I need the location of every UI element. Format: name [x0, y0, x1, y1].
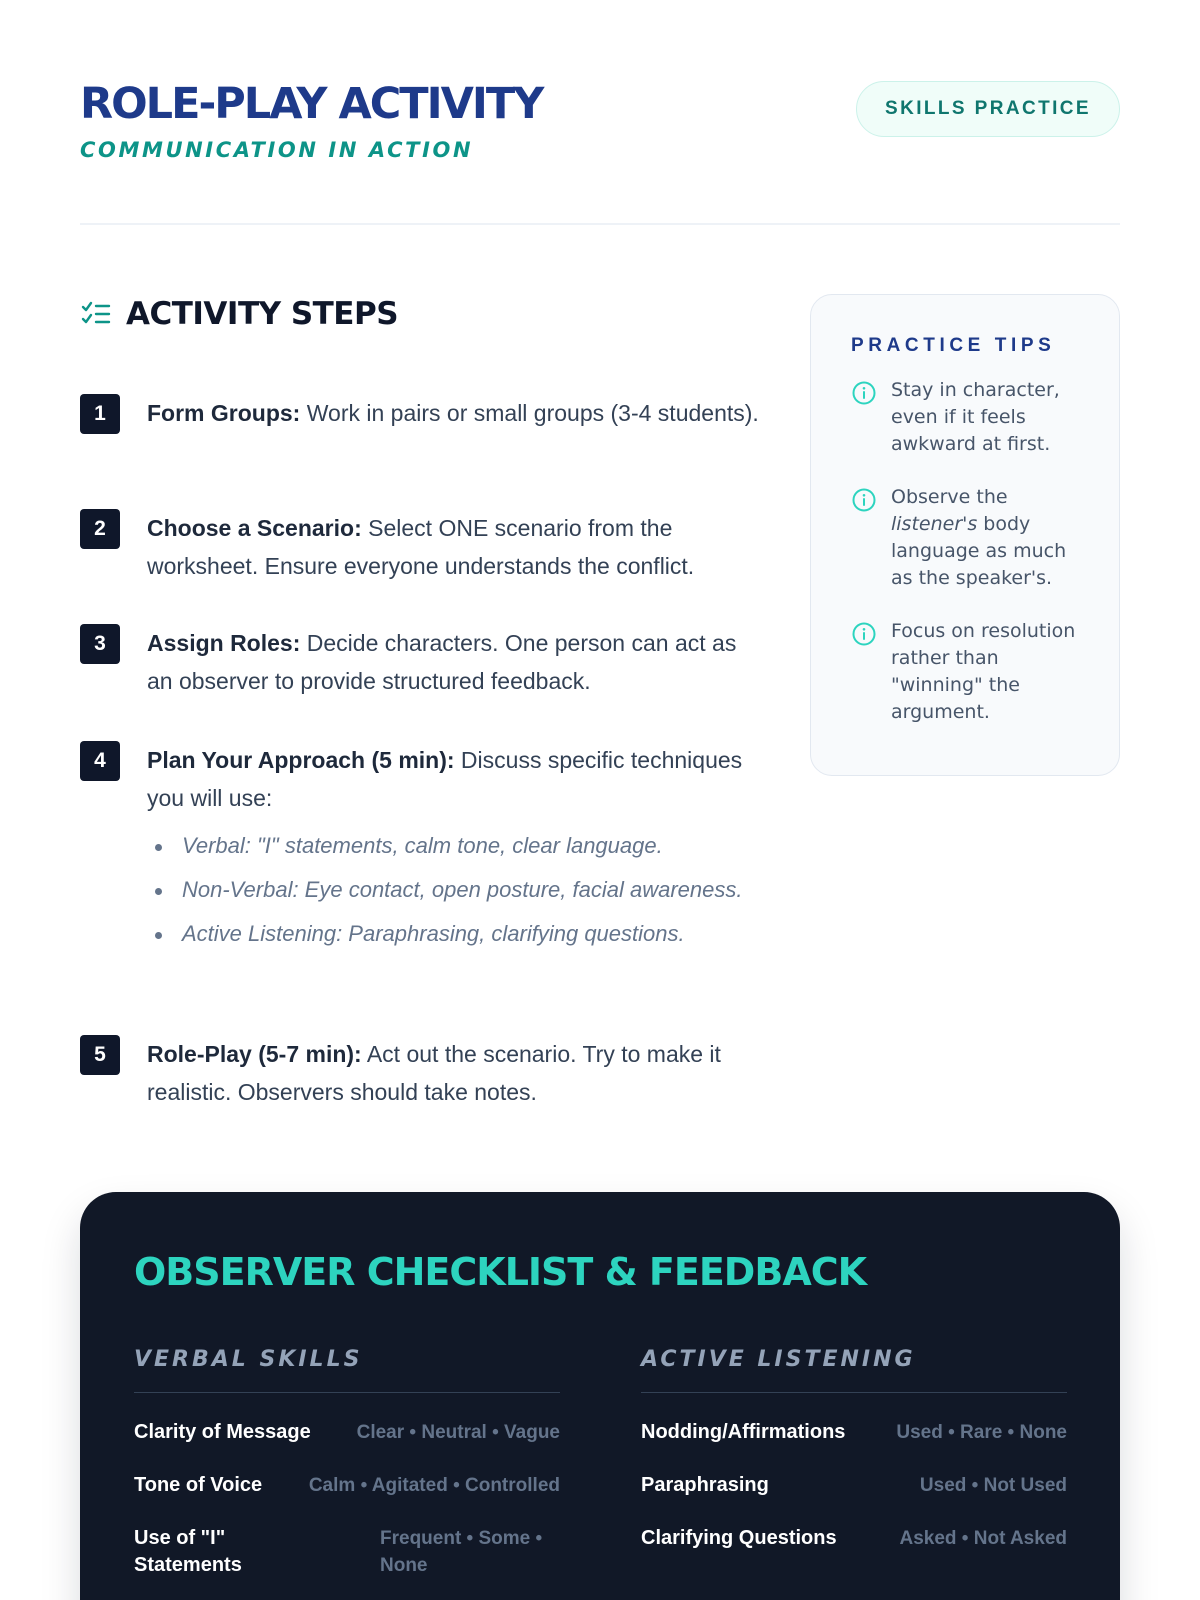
- checklist-row: [134, 1525, 560, 1579]
- verbal-skills-column: [134, 1347, 560, 1579]
- practice-tips-card: [810, 294, 1120, 776]
- page-header: [80, 78, 1120, 228]
- tip-text: Stay in character, even if it feels awkward at first.: [891, 379, 1060, 455]
- checklist-options: Asked • Not Asked: [899, 1528, 1067, 1549]
- observer-checklist-panel: [80, 1192, 1120, 1600]
- step-number: 4: [80, 741, 120, 781]
- technique-item: Verbal: "I" statements, calm tone, clear language.: [147, 827, 760, 865]
- step-label: Assign Roles:: [147, 630, 301, 656]
- step-label: Form Groups:: [147, 400, 301, 426]
- steps-heading-text: ACTIVITY STEPS: [126, 296, 399, 332]
- checklist-label: Nodding/Affirmations: [641, 1421, 846, 1443]
- tip-text-emphasis: listener's: [891, 513, 978, 535]
- tip-text: Focus on resolution rather than "winning" the argument.: [891, 620, 1076, 723]
- checklist-options: Frequent • Some • None: [380, 1528, 543, 1576]
- step-item: [80, 741, 760, 1035]
- info-icon: [851, 380, 877, 406]
- tip-item: [851, 618, 1079, 726]
- checklist-options: Clear • Neutral • Vague: [356, 1422, 560, 1443]
- verbal-skills-heading: VERBAL SKILLS: [134, 1347, 560, 1393]
- tips-title: PRACTICE TIPS: [851, 335, 1056, 356]
- checklist-row: [641, 1525, 1067, 1552]
- checklist-row: [641, 1419, 1067, 1446]
- info-icon: [851, 621, 877, 647]
- step-item: [80, 509, 760, 624]
- step-item: [80, 624, 760, 741]
- step-label: Role-Play (5-7 min):: [147, 1041, 362, 1067]
- step-label: Plan Your Approach (5 min):: [147, 747, 455, 773]
- active-listening-heading: ACTIVE LISTENING: [641, 1347, 1067, 1393]
- step-text: Select ONE scenario from the worksheet. Ensure everyone understands the conflict.: [147, 515, 695, 579]
- tip-item: [851, 377, 1079, 458]
- checklist-icon: [80, 298, 112, 330]
- observer-title: OBSERVER CHECKLIST & FEEDBACK: [134, 1250, 867, 1294]
- technique-item: Non-Verbal: Eye contact, open posture, facial awareness.: [147, 871, 760, 909]
- checklist-options: Calm • Agitated • Controlled: [308, 1475, 560, 1496]
- steps-list: [80, 394, 760, 1111]
- checklist-label: Clarifying Questions: [641, 1527, 837, 1549]
- step-number: 1: [80, 394, 120, 434]
- step-text: Decide characters. One person can act as an observer to provide structured feedback.: [147, 630, 737, 694]
- checklist-row: [641, 1472, 1067, 1499]
- tip-text-post: body language as much as the speaker's.: [891, 513, 1067, 589]
- page-title: ROLE-PLAY ACTIVITY: [80, 79, 543, 129]
- checklist-row: [134, 1419, 560, 1446]
- step-number: 5: [80, 1035, 120, 1075]
- checklist-label: Use of "I" Statements: [134, 1527, 242, 1576]
- tip-text-pre: Observe the: [891, 486, 1008, 508]
- page-subtitle: COMMUNICATION IN ACTION: [80, 138, 474, 162]
- technique-item: Active Listening: Paraphrasing, clarifying questions.: [147, 915, 760, 953]
- checklist-options: Used • Not Used: [919, 1475, 1067, 1496]
- info-icon: [851, 487, 877, 513]
- step-number: 2: [80, 509, 120, 549]
- step-text: Work in pairs or small groups (3-4 students).: [300, 400, 759, 426]
- checklist-options: Used • Rare • None: [896, 1422, 1067, 1443]
- technique-list: [147, 827, 760, 953]
- active-listening-column: [641, 1347, 1067, 1552]
- checklist-label: Clarity of Message: [134, 1421, 311, 1443]
- header-divider: [80, 223, 1120, 225]
- skills-badge: SKILLS PRACTICE: [856, 81, 1120, 137]
- checklist-row: [134, 1472, 560, 1499]
- step-number: 3: [80, 624, 120, 664]
- step-label: Choose a Scenario:: [147, 515, 362, 541]
- step-text: Discuss specific techniques you will use:: [147, 747, 743, 811]
- step-text: Act out the scenario. Try to make it realistic. Observers should take notes.: [147, 1041, 721, 1105]
- checklist-label: Tone of Voice: [134, 1474, 263, 1496]
- step-item: [80, 1035, 760, 1111]
- steps-heading: [80, 296, 398, 332]
- checklist-label: Paraphrasing: [641, 1474, 769, 1496]
- tip-item: [851, 484, 1079, 592]
- step-item: [80, 394, 760, 509]
